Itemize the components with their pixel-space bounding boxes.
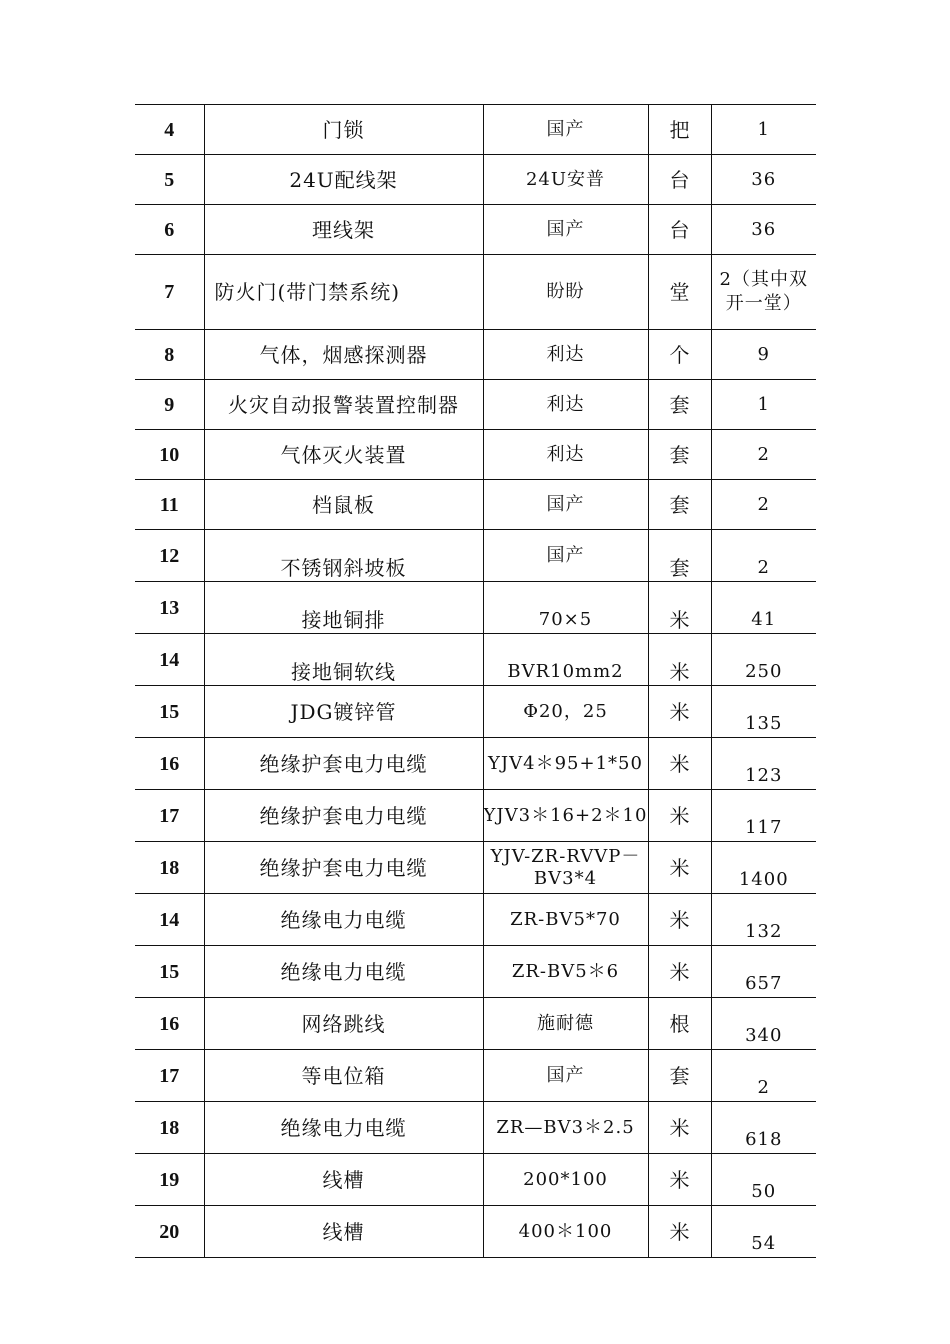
item-unit: 个 (648, 330, 711, 380)
item-quantity: 9 (711, 330, 816, 380)
table-row (135, 105, 816, 155)
row-number: 10 (135, 430, 204, 480)
item-unit: 米 (648, 1154, 711, 1206)
item-unit: 米 (648, 1206, 711, 1258)
table-row (135, 330, 816, 380)
table-row (135, 380, 816, 430)
item-spec: 利达 (483, 330, 648, 380)
item-spec: 国产 (483, 105, 648, 155)
row-number: 5 (135, 155, 204, 205)
row-number: 19 (135, 1154, 204, 1206)
table-row (135, 530, 816, 582)
item-name: 绝缘电力电缆 (204, 946, 483, 998)
item-quantity: 2 (711, 530, 816, 582)
item-spec: 施耐德 (483, 998, 648, 1050)
item-spec: 200*100 (483, 1154, 648, 1206)
item-quantity: 2 (711, 430, 816, 480)
row-number: 17 (135, 790, 204, 842)
item-unit: 米 (648, 842, 711, 894)
item-spec: YJV4＊95+1*50 (483, 738, 648, 790)
item-spec: Φ20，25 (483, 686, 648, 738)
item-unit: 米 (648, 946, 711, 998)
row-number: 15 (135, 946, 204, 998)
item-name: 绝缘电力电缆 (204, 1102, 483, 1154)
item-name: 线槽 (204, 1206, 483, 1258)
item-spec: 国产 (483, 530, 648, 582)
table-row (135, 582, 816, 634)
row-number: 17 (135, 1050, 204, 1102)
item-quantity: 657 (711, 946, 816, 998)
item-unit: 米 (648, 894, 711, 946)
item-name: 接地铜排 (204, 582, 483, 634)
item-unit: 套 (648, 430, 711, 480)
item-unit: 套 (648, 480, 711, 530)
item-unit: 套 (648, 380, 711, 430)
item-name: 等电位箱 (204, 1050, 483, 1102)
item-quantity: 1400 (711, 842, 816, 894)
row-number: 14 (135, 894, 204, 946)
row-number: 20 (135, 1206, 204, 1258)
table-row (135, 1102, 816, 1154)
item-quantity: 2 (711, 1050, 816, 1102)
item-quantity: 250 (711, 634, 816, 686)
item-quantity: 340 (711, 998, 816, 1050)
table-row (135, 686, 816, 738)
item-quantity: 36 (711, 155, 816, 205)
row-number: 16 (135, 998, 204, 1050)
row-number: 9 (135, 380, 204, 430)
item-quantity: 1 (711, 380, 816, 430)
row-number: 14 (135, 634, 204, 686)
item-name: 档鼠板 (204, 480, 483, 530)
item-name: 理线架 (204, 205, 483, 255)
item-name: 绝缘护套电力电缆 (204, 738, 483, 790)
row-number: 6 (135, 205, 204, 255)
item-unit: 把 (648, 105, 711, 155)
item-name: 24U配线架 (204, 155, 483, 205)
item-quantity: 1 (711, 105, 816, 155)
item-spec: 24U安普 (483, 155, 648, 205)
table-row (135, 946, 816, 998)
item-name: 不锈钢斜坡板 (204, 530, 483, 582)
table-row (135, 155, 816, 205)
item-spec: ZR-BV5*70 (483, 894, 648, 946)
item-spec: 400＊100 (483, 1206, 648, 1258)
table-row (135, 205, 816, 255)
item-name: JDG镀锌管 (204, 686, 483, 738)
item-spec: BVR10mm2 (483, 634, 648, 686)
row-number: 12 (135, 530, 204, 582)
item-unit: 米 (648, 686, 711, 738)
item-name: 火灾自动报警装置控制器 (204, 380, 483, 430)
row-number: 16 (135, 738, 204, 790)
item-unit: 米 (648, 1102, 711, 1154)
item-spec: ZR-BV5＊6 (483, 946, 648, 998)
item-name: 防火门(带门禁系统) (204, 255, 483, 330)
item-spec: 利达 (483, 430, 648, 480)
table-row (135, 430, 816, 480)
row-number: 11 (135, 480, 204, 530)
item-name: 气体灭火装置 (204, 430, 483, 480)
item-unit: 套 (648, 530, 711, 582)
row-number: 7 (135, 255, 204, 330)
item-spec: YJV-ZR-RVVP－BV3*4 (483, 842, 648, 894)
item-unit: 米 (648, 738, 711, 790)
row-number: 18 (135, 842, 204, 894)
item-name: 接地铜软线 (204, 634, 483, 686)
table-row (135, 480, 816, 530)
table-row (135, 842, 816, 894)
item-unit: 米 (648, 634, 711, 686)
item-name: 网络跳线 (204, 998, 483, 1050)
item-name: 绝缘护套电力电缆 (204, 790, 483, 842)
item-spec: ZR—BV3＊2.5 (483, 1102, 648, 1154)
item-spec: 70×5 (483, 582, 648, 634)
equipment-table (135, 104, 816, 1258)
item-unit: 米 (648, 790, 711, 842)
table-row (135, 894, 816, 946)
table-row (135, 1154, 816, 1206)
item-unit: 米 (648, 582, 711, 634)
item-unit: 堂 (648, 255, 711, 330)
item-name: 绝缘护套电力电缆 (204, 842, 483, 894)
table-row (135, 255, 816, 330)
item-unit: 台 (648, 205, 711, 255)
table-row (135, 1050, 816, 1102)
row-number: 18 (135, 1102, 204, 1154)
table-row (135, 738, 816, 790)
item-spec: 盼盼 (483, 255, 648, 330)
item-spec: 国产 (483, 480, 648, 530)
item-spec: 国产 (483, 205, 648, 255)
item-quantity: 2 (711, 480, 816, 530)
table-row (135, 634, 816, 686)
table-row (135, 1206, 816, 1258)
table-row (135, 790, 816, 842)
item-quantity: 117 (711, 790, 816, 842)
item-spec: 利达 (483, 380, 648, 430)
item-unit: 套 (648, 1050, 711, 1102)
item-quantity: 618 (711, 1102, 816, 1154)
item-quantity: 50 (711, 1154, 816, 1206)
row-number: 15 (135, 686, 204, 738)
item-name: 绝缘电力电缆 (204, 894, 483, 946)
item-spec: 国产 (483, 1050, 648, 1102)
row-number: 4 (135, 105, 204, 155)
item-quantity: 132 (711, 894, 816, 946)
item-unit: 台 (648, 155, 711, 205)
item-spec: YJV3＊16+2＊10 (483, 790, 648, 842)
item-quantity: 123 (711, 738, 816, 790)
item-unit: 根 (648, 998, 711, 1050)
item-quantity: 2（其中双开一堂） (711, 255, 816, 330)
item-quantity: 54 (711, 1206, 816, 1258)
item-quantity: 36 (711, 205, 816, 255)
item-quantity: 135 (711, 686, 816, 738)
item-quantity: 41 (711, 582, 816, 634)
row-number: 8 (135, 330, 204, 380)
row-number: 13 (135, 582, 204, 634)
table-row (135, 998, 816, 1050)
item-name: 气体，烟感探测器 (204, 330, 483, 380)
item-name: 线槽 (204, 1154, 483, 1206)
item-name: 门锁 (204, 105, 483, 155)
